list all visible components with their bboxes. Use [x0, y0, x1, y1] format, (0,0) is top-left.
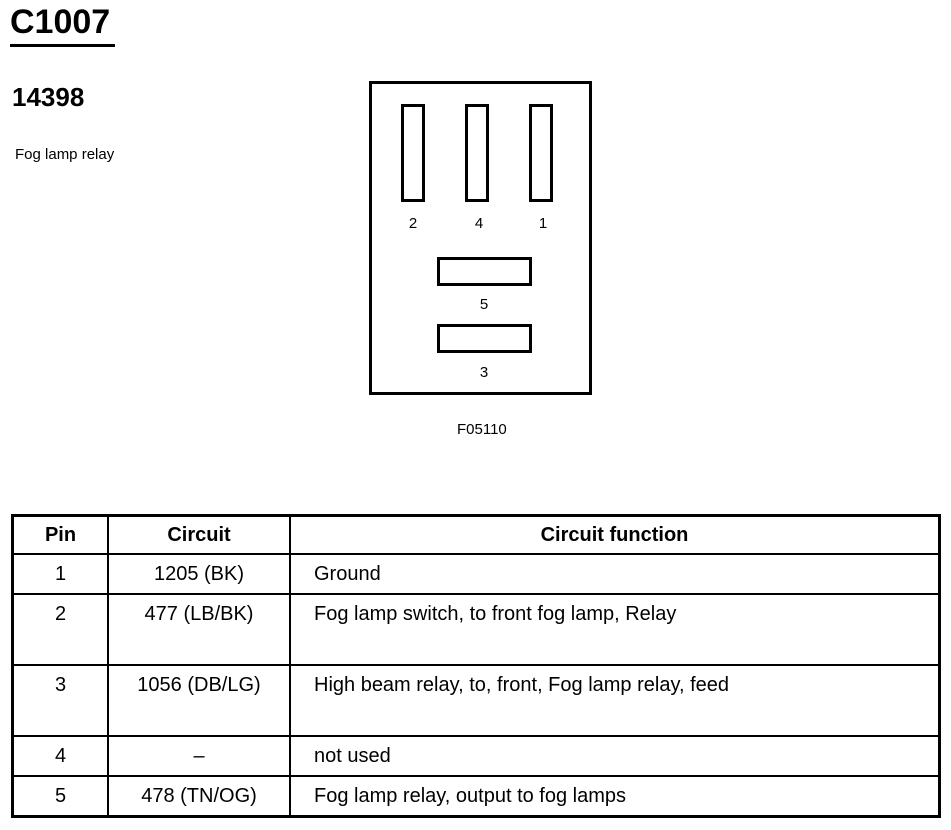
cell-pin: 5 [13, 776, 109, 816]
cell-pin: 2 [13, 594, 109, 665]
cell-function: not used [290, 736, 940, 776]
table-row [13, 736, 940, 776]
table-header-row [13, 516, 940, 555]
terminal-pin-4 [465, 104, 489, 202]
cell-pin: 4 [13, 736, 109, 776]
cell-circuit: 1205 (BK) [108, 554, 290, 594]
cell-circuit: 477 (LB/BK) [108, 594, 290, 665]
part-description: Fog lamp relay [15, 146, 115, 163]
header-pin: Pin [13, 516, 109, 555]
pin-label-3: 3 [479, 364, 489, 381]
terminal-pin-1 [529, 104, 553, 202]
cell-pin: 3 [13, 665, 109, 736]
connector-id-underline [10, 44, 115, 47]
table-row [13, 594, 940, 665]
connector-id: C1007 [10, 3, 111, 41]
table-row [13, 776, 940, 816]
table-row [13, 554, 940, 594]
figure-code: F05110 [457, 421, 507, 438]
header-circuit-function: Circuit function [290, 516, 940, 555]
pin-label-5: 5 [479, 296, 489, 313]
table-row [13, 665, 940, 736]
pin-label-2: 2 [408, 215, 418, 232]
pin-label-4: 4 [474, 215, 484, 232]
connector-face-diagram [369, 81, 592, 395]
cell-function: Fog lamp switch, to front fog lamp, Relay [290, 594, 940, 665]
cell-circuit: 1056 (DB/LG) [108, 665, 290, 736]
terminal-pin-3 [437, 324, 532, 353]
header-circuit: Circuit [108, 516, 290, 555]
cell-circuit: 478 (TN/OG) [108, 776, 290, 816]
cell-function: Ground [290, 554, 940, 594]
cell-function: Fog lamp relay, output to fog lamps [290, 776, 940, 816]
cell-function: High beam relay, to, front, Fog lamp relay, feed [290, 665, 940, 736]
terminal-pin-2 [401, 104, 425, 202]
pin-label-1: 1 [538, 215, 548, 232]
terminal-pin-5 [437, 257, 532, 286]
cell-circuit: – [108, 736, 290, 776]
pin-table [11, 514, 941, 818]
part-number: 14398 [12, 82, 85, 112]
cell-pin: 1 [13, 554, 109, 594]
